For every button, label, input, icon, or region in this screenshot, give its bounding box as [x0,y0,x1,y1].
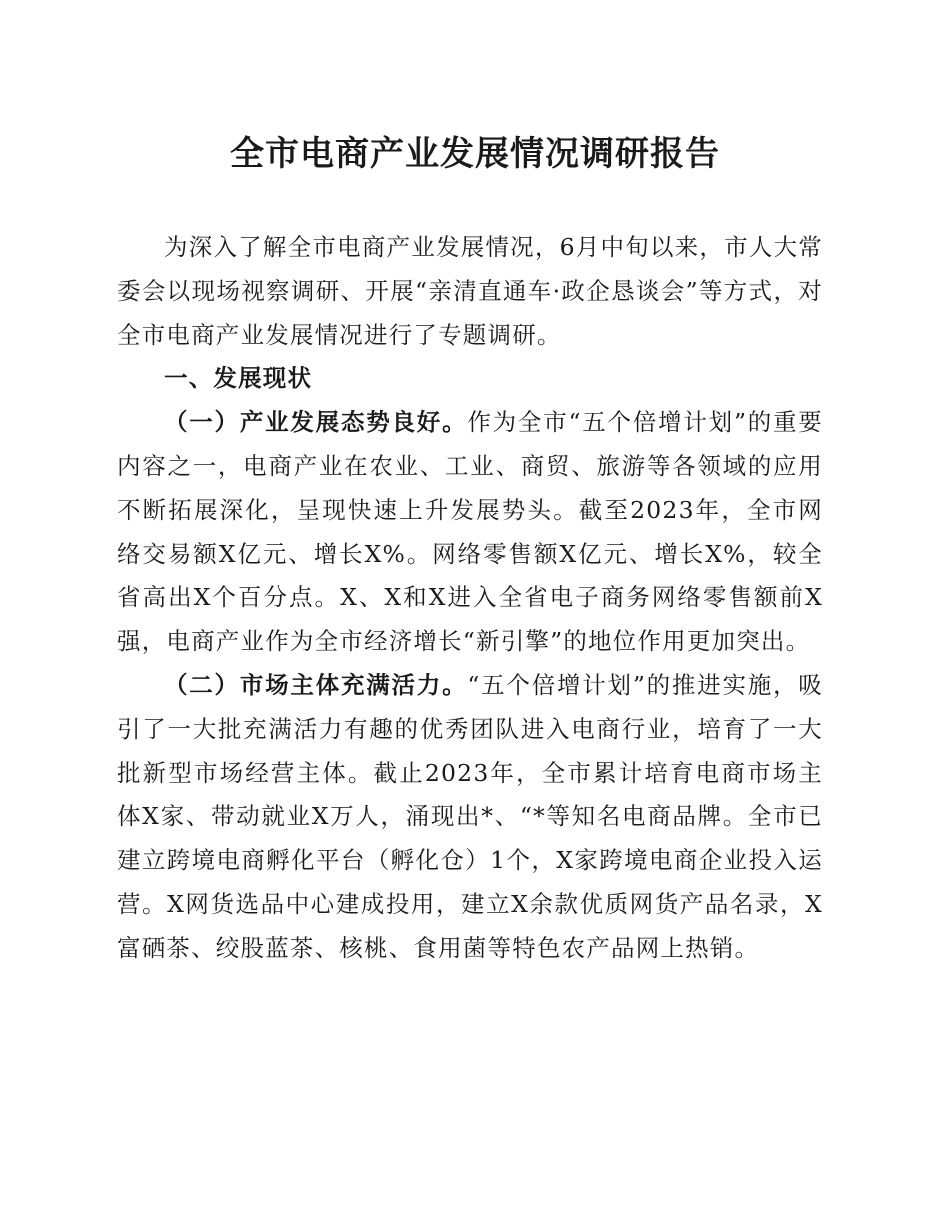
paragraph-item-1 [117,401,823,664]
item-2-text: “五个倍增计划”的推进实施，吸引了一大批充满活力有趣的优秀团队进入电商行业，培育了一大批新型市场经营主体。截止2023年，全市累计培育电商市场主体X家、带动就业X万人，涌现出*、“*等知名电商品牌。全市已建立跨境电商孵化平台（孵化仓）1个，X家跨境电商企业投入运营。X网货选品中心建成投用，建立X余款优质网货产品名录，X富硒茶、绞股蓝茶、核桃、食用菌等特色农产品网上热销。 [117,670,823,962]
paragraph-item-2 [117,664,823,971]
item-1-lead: （一）产业发展态势良好。 [164,408,468,437]
item-2-lead: （二）市场主体充满活力。 [164,670,468,699]
section-heading: 一、发展现状 [164,364,313,393]
document-title: 全市电商产业发展情况调研报告 [230,134,720,174]
document-body [117,226,823,971]
item-1-text: 作为全市“五个倍增计划”的重要内容之一，电商产业在农业、工业、商贸、旅游等各领域的应用不断拓展深化，呈现快速上升发展势头。截至2023年，全市网络交易额X亿元、增长X%。网络零售额X亿元、增长X%，较全省高出X个百分点。X、X和X进入全省电子商务网络零售额前X强，电商产业作为全市经济增长“新引擎”的地位作用更加突出。 [117,408,823,656]
intro-paragraph: 为深入了解全市电商产业发展情况，6月中旬以来，市人大常委会以现场视察调研、开展“亲清直通车·政企恳谈会”等方式，对全市电商产业发展情况进行了专题调研。 [117,233,823,349]
